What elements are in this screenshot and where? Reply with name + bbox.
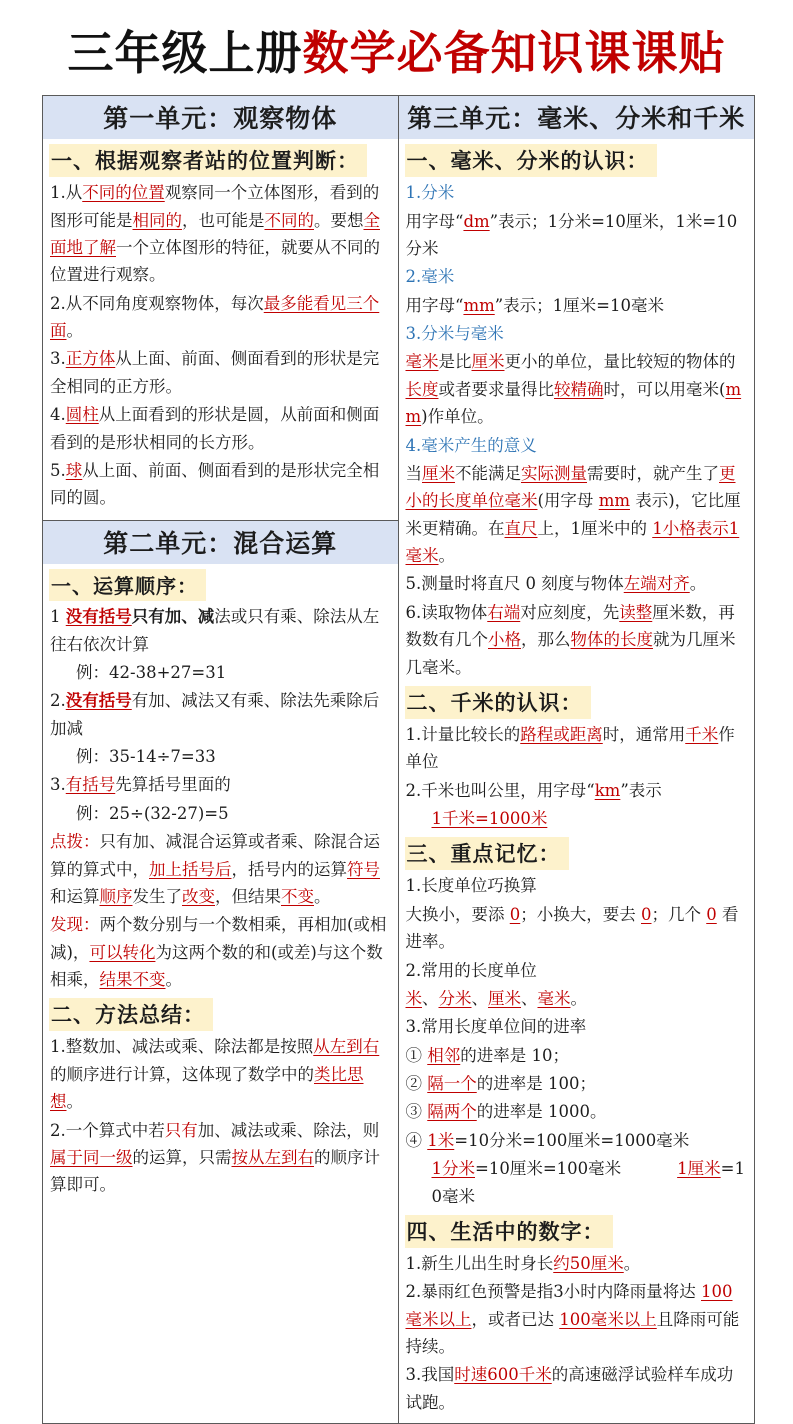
- text-run: 发生了: [132, 886, 182, 906]
- text-run: 从上面、前面、侧面看到的形状是完全相同的正方形。: [50, 349, 380, 396]
- paragraph: [406, 460, 748, 570]
- paragraph: [50, 603, 391, 658]
- text-run: 按从左到右: [231, 1147, 314, 1167]
- text-run: 作单位: [405, 724, 735, 772]
- text-run: 100毫米以上: [559, 1309, 657, 1329]
- text-run: 右端: [487, 602, 521, 622]
- text-run: 只有: [164, 1120, 198, 1140]
- unit-header: 第三单元：毫米、分米和千米: [399, 96, 755, 139]
- text-run: 2.暴雨红色预警是指3小时内降雨量将达: [405, 1282, 701, 1302]
- paragraph: [406, 985, 748, 1012]
- text-run: 5.: [50, 460, 66, 480]
- text-run: 表示)，它比厘米更精确。在: [405, 491, 741, 538]
- text-run: mm: [405, 379, 742, 427]
- text-run: 、: [521, 988, 538, 1008]
- paragraph: [50, 1033, 391, 1115]
- text-run: 1.计量比较长的: [405, 724, 521, 744]
- text-run: 1分米: [431, 1159, 475, 1179]
- text-run: 1.分米: [405, 183, 455, 203]
- text-run: 、: [471, 988, 488, 1008]
- paragraph: [406, 777, 748, 804]
- text-run: 1: [50, 607, 66, 627]
- text-run: ；几个: [651, 904, 707, 924]
- text-run: 不同的位置: [82, 183, 165, 203]
- text-run: 4.毫米产生的意义: [405, 435, 537, 455]
- example-line: [50, 743, 391, 770]
- text-run: 路程或距离: [520, 724, 603, 744]
- text-run: ①: [405, 1045, 428, 1065]
- section-heading: [49, 569, 392, 601]
- text-run: =10分米=100厘米=1000毫米: [454, 1130, 690, 1150]
- paragraph: [406, 348, 748, 430]
- text-run: 就为几厘米几毫米。: [405, 630, 736, 677]
- text-run: 1米: [427, 1130, 455, 1150]
- text-run: ②: [405, 1074, 428, 1094]
- text-run: 1厘米: [677, 1159, 721, 1179]
- text-run: ；小换大，要去: [520, 904, 641, 924]
- paragraph: [406, 1250, 748, 1277]
- text-run: 3.常用长度单位间的进率: [405, 1017, 587, 1037]
- text-run: 或者要求量得比: [438, 379, 554, 399]
- text-run: 较精确: [554, 379, 604, 399]
- section-heading-text: 一、毫米、分米的认识：: [405, 144, 657, 177]
- example-line: [50, 800, 391, 827]
- text-run: 改变: [182, 886, 215, 906]
- text-run: 可以转化: [89, 942, 156, 962]
- paragraph: [50, 828, 391, 910]
- text-run: ”表示: [620, 780, 662, 800]
- text-run: 读整: [619, 602, 653, 622]
- text-run: 一个立体图形的特征，就要从不同的位置进行观察。: [50, 237, 380, 285]
- text-run: 的运算，只需: [132, 1147, 232, 1167]
- paragraph: [406, 1127, 748, 1154]
- text-run: 厘米: [488, 988, 521, 1008]
- text-run: 观察同一个立体图形，看到的图形可能是: [50, 183, 380, 230]
- paragraph: [50, 1117, 391, 1199]
- text-run: 5.测量时将直尺 0 刻度与物体: [405, 574, 624, 594]
- paragraph: [50, 179, 391, 289]
- text-run: (用字母: [537, 491, 599, 511]
- text-run: 不同的: [264, 210, 314, 230]
- text-run: ，那么: [521, 630, 571, 650]
- text-run: 100毫米以上: [405, 1282, 733, 1329]
- paragraph: [406, 1361, 748, 1416]
- text-run: 厘米: [471, 352, 505, 372]
- paragraph: [406, 208, 748, 263]
- text-run: 0: [641, 904, 652, 924]
- paragraph: [50, 290, 391, 345]
- unit-header: 第一单元：观察物体: [43, 96, 398, 139]
- text-run: 的顺序进行计算，这体现了数学中的: [50, 1064, 314, 1084]
- column-right: [399, 96, 755, 1423]
- paragraph: [50, 771, 391, 798]
- text-run: 最多能看见三个面: [50, 293, 380, 341]
- text-run: mm: [463, 295, 495, 315]
- text-run: 符号: [347, 859, 380, 879]
- text-run: 球: [65, 460, 83, 480]
- text-run: 的进率是 100；: [476, 1074, 596, 1094]
- text-run: 法或只有乘、除法从左往右依次计算: [50, 607, 380, 654]
- text-run: 为这两个数的和(或差)与这个数相乘，: [50, 942, 383, 990]
- text-run: 毫米: [537, 988, 571, 1008]
- paragraph: [406, 901, 748, 956]
- text-run: 千米: [685, 724, 719, 744]
- text-run: 。: [689, 574, 707, 594]
- text-run: 3.: [50, 349, 66, 369]
- paragraph: [406, 1013, 748, 1040]
- paragraph: [50, 457, 391, 512]
- text-run: 时，通常用: [602, 724, 686, 744]
- text-run: 隔两个: [427, 1102, 477, 1122]
- text-run: 1小格表示1毫米: [405, 518, 740, 566]
- text-run: 3.: [50, 775, 66, 795]
- text-run: 有加、减法又有乘、除法先乘除后加减: [50, 691, 380, 738]
- text-run: 没有括号: [65, 691, 132, 711]
- text-run: 例：42-38+27=31: [76, 662, 227, 682]
- text-run: 从上面、前面、侧面看到的是形状完全相同的圆。: [50, 460, 380, 508]
- text-run: 2.常用的长度单位: [405, 960, 537, 980]
- text-run: 和运算: [50, 886, 100, 906]
- paragraph: [406, 957, 748, 984]
- text-run: 直尺: [504, 518, 538, 538]
- section-heading-text: 二、方法总结：: [49, 998, 213, 1031]
- text-run: 2.毫米: [405, 267, 455, 287]
- text-run: 结果不变: [99, 970, 166, 990]
- text-run: 发现：: [50, 915, 100, 935]
- text-run: 更小的长度单位毫米: [405, 463, 736, 511]
- text-run: 两个数分别与一个数相乘，再相加(或相减)，: [50, 915, 387, 962]
- text-run: 类比思想: [50, 1064, 364, 1112]
- text-run: 实际测量: [521, 463, 587, 483]
- text-run: =10厘米=100毫米: [475, 1159, 622, 1179]
- text-run: 需要时，就产生了: [587, 463, 719, 483]
- page-title: [0, 26, 793, 81]
- text-run: dm: [463, 211, 490, 231]
- text-run: ③: [405, 1102, 428, 1122]
- text-run: 是比: [438, 352, 472, 372]
- text-run: 1.长度单位巧换算: [405, 876, 537, 896]
- text-run: 2.一个算式中若: [50, 1120, 165, 1140]
- column-left: [43, 96, 399, 1423]
- text-run: 4.: [50, 405, 66, 425]
- section-heading: [405, 144, 749, 177]
- paragraph: [406, 1042, 748, 1069]
- text-run: ④: [405, 1130, 428, 1150]
- text-run: mm: [598, 491, 630, 511]
- unit-box: [43, 520, 398, 1423]
- text-run: ，或者已达: [471, 1309, 560, 1329]
- paragraph: [406, 1070, 748, 1097]
- page-title-grade: 三年级上册: [67, 26, 303, 80]
- text-run: 约50厘米: [553, 1253, 624, 1273]
- text-run: 的顺序计算即可。: [50, 1147, 380, 1195]
- text-run: 6.读取物体: [405, 602, 488, 622]
- text-run: )作单位。: [421, 407, 494, 427]
- text-run: 2.千米也叫公里，用字母“: [405, 780, 595, 800]
- text-run: 不变: [281, 886, 314, 906]
- section-heading-text: 一、运算顺序：: [49, 569, 206, 601]
- section-heading: [49, 144, 392, 177]
- text-run: 加、减法或乘、除法，则: [197, 1120, 380, 1140]
- text-run: 没有括号: [65, 607, 132, 627]
- text-run: 2.从不同角度观察物体，每次: [50, 293, 264, 313]
- content-sheet: [42, 95, 755, 1424]
- text-run: 时速600千米: [454, 1365, 552, 1385]
- text-run: ”表示；1分米=10厘米，1米=10分米: [405, 211, 738, 258]
- text-run: 从左到右: [313, 1037, 380, 1057]
- text-run: 顺序: [99, 886, 133, 906]
- text-run: 当: [405, 463, 422, 483]
- text-run: 且降雨可能持续。: [405, 1309, 740, 1357]
- text-run: 上，1厘米中的: [537, 518, 653, 538]
- text-run: 先算括号里面的: [115, 775, 231, 795]
- text-run: 1千米=1000米: [431, 809, 548, 829]
- paragraph: [50, 687, 391, 742]
- text-run: 物体的长度: [570, 630, 653, 650]
- text-run: 看进率。: [405, 904, 739, 952]
- unit-header: 第二单元：混合运算: [43, 521, 398, 564]
- text-run: 0: [706, 904, 717, 924]
- text-run: 2.: [50, 691, 66, 711]
- example-line: [406, 1155, 748, 1210]
- page-title-subject: 数学必备知识课课贴: [302, 26, 726, 80]
- paragraph: [50, 345, 391, 400]
- text-run: 。: [165, 970, 182, 990]
- unit-box: [399, 96, 755, 1423]
- example-line: [50, 659, 391, 686]
- paragraph: [406, 599, 748, 681]
- text-run: =10毫米: [431, 1159, 745, 1206]
- section-heading-text: 二、千米的认识：: [405, 686, 591, 719]
- section-heading: [49, 998, 392, 1031]
- text-run: 点拨：: [50, 832, 100, 852]
- text-run: 只有加、减: [131, 607, 215, 627]
- text-run: 对应刻度，先: [520, 602, 620, 622]
- text-run: 全面地了解: [50, 210, 380, 257]
- text-run: 更小的单位，量比较短的物体的: [504, 352, 736, 372]
- text-run: 时，可以用毫米(: [603, 379, 726, 399]
- subpoint-title: [406, 432, 748, 459]
- text-run: 。: [66, 1092, 83, 1112]
- text-run: 例：35-14÷7=33: [76, 747, 216, 767]
- text-run: 相邻: [427, 1045, 461, 1065]
- text-run: 不能满足: [455, 463, 521, 483]
- text-run: 。: [623, 1253, 641, 1273]
- text-run: 加上括号后: [149, 859, 232, 879]
- unit-box: [43, 96, 398, 520]
- text-run: 3.我国: [405, 1365, 455, 1385]
- text-run: 1.新生儿出生时身长: [405, 1253, 554, 1273]
- paragraph: [50, 401, 391, 456]
- text-run: ，括号内的运算: [231, 859, 347, 879]
- text-run: 小格: [488, 630, 521, 650]
- text-run: 0: [509, 904, 521, 924]
- text-run: 米: [405, 988, 422, 1008]
- section-heading-text: 三、重点记忆：: [405, 837, 569, 870]
- text-run: ”表示；1厘米=10毫米: [494, 295, 664, 315]
- text-run: 。: [66, 321, 83, 341]
- text-run: 隔一个: [427, 1074, 477, 1094]
- section-heading: [405, 837, 749, 870]
- paragraph: [406, 570, 748, 597]
- text-run: 、: [422, 988, 439, 1008]
- text-run: 长度: [405, 379, 439, 399]
- subpoint-title: [406, 179, 748, 206]
- text-run: 1.整数加、减法或乘、除法都是按照: [50, 1037, 314, 1057]
- text-run: 的高速磁浮试验样车成功试跑。: [405, 1365, 734, 1412]
- text-run: 属于同一级: [50, 1147, 133, 1167]
- text-run: 。要想: [314, 210, 364, 230]
- section-heading-text: 一、根据观察者站的位置判断：: [49, 144, 367, 177]
- text-run: 只有加、减混合运算或者乘、除混合运算的算式中，: [50, 832, 380, 879]
- text-run: 例：25÷(32-27)=5: [76, 803, 229, 823]
- text-run: 正方体: [65, 349, 116, 369]
- paragraph: [406, 1278, 748, 1360]
- text-run: 相同的: [132, 210, 182, 230]
- subpoint-title: [406, 263, 748, 290]
- text-run: 用字母“: [405, 295, 464, 315]
- example-line: [406, 805, 748, 832]
- text-run: 1.从: [50, 183, 83, 203]
- text-run: km: [594, 780, 621, 800]
- paragraph: [406, 292, 748, 319]
- text-run: 。: [314, 886, 331, 906]
- text-run: 的进率是 1000。: [476, 1102, 607, 1122]
- text-run: 从上面看到的形状是圆，从前面和侧面看到的是形状相同的长方形。: [50, 405, 380, 452]
- paragraph: [50, 911, 391, 993]
- paragraph: [406, 872, 748, 899]
- text-run: 的进率是 10；: [460, 1045, 569, 1065]
- text-run: 。: [438, 546, 455, 566]
- subpoint-title: [406, 320, 748, 347]
- text-run: ，但结果: [215, 886, 281, 906]
- text-run: 厘米: [422, 463, 455, 483]
- text-run: 毫米: [405, 352, 439, 372]
- text-run: 厘米数，再数数有几个: [405, 602, 735, 650]
- paragraph: [406, 721, 748, 776]
- text-run: 分米: [438, 988, 472, 1008]
- section-heading-text: 四、生活中的数字：: [405, 1215, 613, 1248]
- section-heading: [405, 1215, 749, 1248]
- text-run: 3.分米与毫米: [405, 324, 504, 344]
- text-run: 有括号: [65, 775, 116, 795]
- text-run: 大换小，要添: [405, 904, 510, 924]
- text-run: ，也可能是: [182, 210, 265, 230]
- text-run: 用字母“: [405, 211, 464, 231]
- section-heading: [405, 686, 749, 719]
- text-run: 。: [570, 988, 587, 1008]
- text-run: 圆柱: [65, 405, 99, 425]
- text-run: 左端对齐: [623, 574, 690, 594]
